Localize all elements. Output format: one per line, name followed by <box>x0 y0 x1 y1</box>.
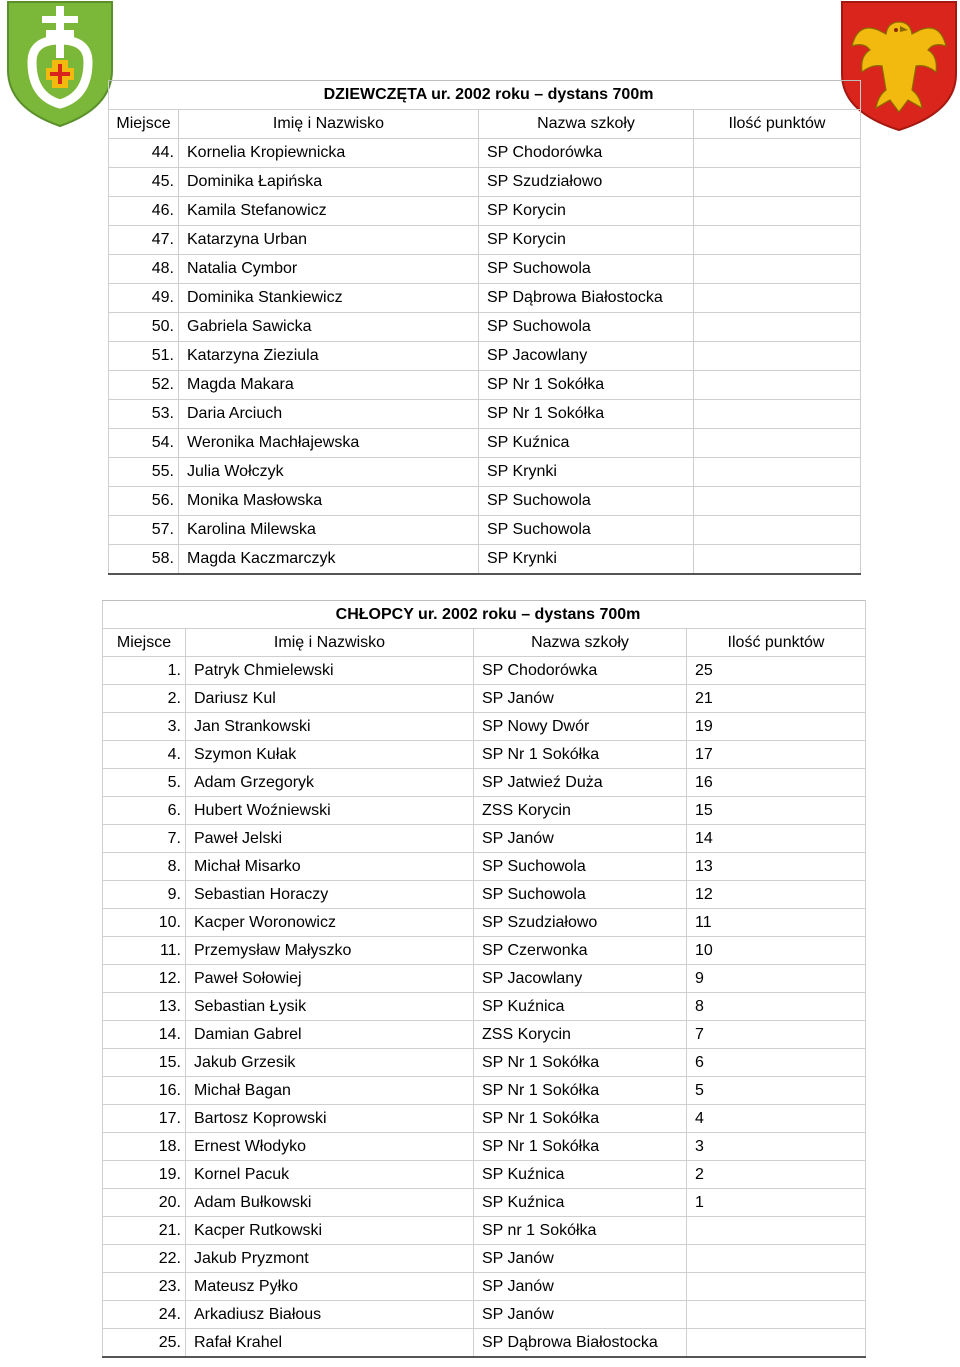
cell-school: SP Nr 1 Sokółka <box>479 371 694 400</box>
cell-points <box>694 226 861 255</box>
cell-points: 3 <box>687 1133 866 1161</box>
cell-points <box>687 1245 866 1273</box>
table-row <box>103 993 866 1021</box>
table-row <box>109 139 861 168</box>
cell-name: Dominika Łapińska <box>179 168 479 197</box>
table-row <box>109 371 861 400</box>
cell-name: Daria Arciuch <box>179 400 479 429</box>
cell-school: SP Suchowola <box>479 516 694 545</box>
column-header-school: Nazwa szkoły <box>479 110 694 139</box>
cell-school: SP Janów <box>474 1245 687 1273</box>
cell-points <box>694 197 861 226</box>
cell-name: Kornelia Kropiewnicka <box>179 139 479 168</box>
cell-name: Michał Bagan <box>186 1077 474 1105</box>
cell-place: 10. <box>103 909 186 937</box>
cell-name: Kamila Stefanowicz <box>179 197 479 226</box>
cell-points <box>694 313 861 342</box>
girls-results-table <box>108 80 861 575</box>
cell-school: SP Dąbrowa Białostocka <box>474 1329 687 1358</box>
table-row <box>103 1049 866 1077</box>
cell-place: 48. <box>109 255 179 284</box>
cell-points: 13 <box>687 853 866 881</box>
column-header-name: Imię i Nazwisko <box>186 629 474 657</box>
cell-name: Kacper Rutkowski <box>186 1217 474 1245</box>
cell-school: SP Janów <box>474 825 687 853</box>
cell-name: Jakub Pryzmont <box>186 1245 474 1273</box>
table-row <box>103 1329 866 1358</box>
cell-points: 21 <box>687 685 866 713</box>
cell-place: 49. <box>109 284 179 313</box>
cell-place: 22. <box>103 1245 186 1273</box>
cell-school: SP Dąbrowa Białostocka <box>479 284 694 313</box>
cell-name: Weronika Machłajewska <box>179 429 479 458</box>
table-row <box>109 400 861 429</box>
column-header-school: Nazwa szkoły <box>474 629 687 657</box>
cell-place: 17. <box>103 1105 186 1133</box>
table-row <box>109 458 861 487</box>
cell-name: Gabriela Sawicka <box>179 313 479 342</box>
cell-points: 7 <box>687 1021 866 1049</box>
cell-points: 10 <box>687 937 866 965</box>
girls-table-title: DZIEWCZĘTA ur. 2002 roku – dystans 700m <box>109 81 861 110</box>
cell-name: Adam Bułkowski <box>186 1189 474 1217</box>
cell-name: Sebastian Łysik <box>186 993 474 1021</box>
table-row <box>103 657 866 685</box>
cell-place: 44. <box>109 139 179 168</box>
cell-school: SP Suchowola <box>474 853 687 881</box>
cell-points <box>694 168 861 197</box>
cell-name: Arkadiusz Białous <box>186 1301 474 1329</box>
cell-name: Magda Makara <box>179 371 479 400</box>
cell-school: SP Jacowlany <box>479 342 694 371</box>
cell-name: Kornel Pacuk <box>186 1161 474 1189</box>
cell-place: 56. <box>109 487 179 516</box>
cell-name: Adam Grzegoryk <box>186 769 474 797</box>
cell-points <box>687 1273 866 1301</box>
cell-place: 52. <box>109 371 179 400</box>
cell-place: 5. <box>103 769 186 797</box>
cell-name: Mateusz Pyłko <box>186 1273 474 1301</box>
cell-school: SP Nr 1 Sokółka <box>479 400 694 429</box>
cell-points <box>687 1329 866 1358</box>
cell-school: ZSS Korycin <box>474 797 687 825</box>
cell-name: Paweł Jelski <box>186 825 474 853</box>
cell-points: 8 <box>687 993 866 1021</box>
boys-results-table <box>102 600 866 1358</box>
cell-school: SP Korycin <box>479 226 694 255</box>
cell-name: Rafał Krahel <box>186 1329 474 1358</box>
table-row <box>103 1217 866 1245</box>
cell-name: Ernest Włodyko <box>186 1133 474 1161</box>
cell-name: Katarzyna Zieziula <box>179 342 479 371</box>
cell-points: 11 <box>687 909 866 937</box>
table-row <box>103 1105 866 1133</box>
cell-place: 11. <box>103 937 186 965</box>
cell-place: 25. <box>103 1329 186 1358</box>
cell-points <box>694 545 861 575</box>
boys-table-title: CHŁOPCY ur. 2002 roku – dystans 700m <box>103 601 866 629</box>
cell-name: Kacper Woronowicz <box>186 909 474 937</box>
table-row <box>109 284 861 313</box>
cell-place: 54. <box>109 429 179 458</box>
cell-school: SP Nr 1 Sokółka <box>474 1133 687 1161</box>
cell-points <box>694 284 861 313</box>
cell-school: SP Suchowola <box>479 255 694 284</box>
cell-school: SP Kuźnica <box>474 1161 687 1189</box>
table-row <box>103 881 866 909</box>
cell-place: 53. <box>109 400 179 429</box>
cell-school: SP Nr 1 Sokółka <box>474 1105 687 1133</box>
cell-school: SP Chodorówka <box>479 139 694 168</box>
cell-school: SP Chodorówka <box>474 657 687 685</box>
cell-points: 6 <box>687 1049 866 1077</box>
cell-points <box>687 1301 866 1329</box>
cell-school: SP Kuźnica <box>474 993 687 1021</box>
cell-name: Magda Kaczmarczyk <box>179 545 479 575</box>
cell-place: 47. <box>109 226 179 255</box>
table-row <box>103 937 866 965</box>
cell-points: 12 <box>687 881 866 909</box>
cell-place: 2. <box>103 685 186 713</box>
cell-place: 4. <box>103 741 186 769</box>
table-row <box>103 713 866 741</box>
cell-school: SP Suchowola <box>479 487 694 516</box>
cell-school: SP nr 1 Sokółka <box>474 1217 687 1245</box>
cell-points: 25 <box>687 657 866 685</box>
cell-points <box>694 139 861 168</box>
cell-points <box>694 487 861 516</box>
cell-place: 15. <box>103 1049 186 1077</box>
cell-points: 19 <box>687 713 866 741</box>
table-row <box>103 1273 866 1301</box>
table-row <box>103 1301 866 1329</box>
cell-place: 21. <box>103 1217 186 1245</box>
table-row <box>109 226 861 255</box>
cell-school: SP Kuźnica <box>474 1189 687 1217</box>
table-row <box>103 1189 866 1217</box>
table-row <box>103 909 866 937</box>
cell-place: 51. <box>109 342 179 371</box>
cell-name: Bartosz Koprowski <box>186 1105 474 1133</box>
cell-school: SP Jacowlany <box>474 965 687 993</box>
cell-school: SP Nr 1 Sokółka <box>474 741 687 769</box>
cell-school: SP Szudziałowo <box>474 909 687 937</box>
column-header-place: Miejsce <box>103 629 186 657</box>
table-row <box>103 965 866 993</box>
column-header-place: Miejsce <box>109 110 179 139</box>
cell-place: 1. <box>103 657 186 685</box>
table-row <box>109 516 861 545</box>
cell-points: 15 <box>687 797 866 825</box>
cell-school: SP Czerwonka <box>474 937 687 965</box>
table-row <box>103 1161 866 1189</box>
cell-place: 45. <box>109 168 179 197</box>
cell-name: Hubert Woźniewski <box>186 797 474 825</box>
cell-name: Monika Masłowska <box>179 487 479 516</box>
cell-school: SP Krynki <box>479 545 694 575</box>
cell-school: SP Nr 1 Sokółka <box>474 1077 687 1105</box>
table-row <box>103 741 866 769</box>
cell-school: ZSS Korycin <box>474 1021 687 1049</box>
cell-school: SP Janów <box>474 1301 687 1329</box>
column-header-name: Imię i Nazwisko <box>179 110 479 139</box>
cell-points <box>694 255 861 284</box>
cell-name: Patryk Chmielewski <box>186 657 474 685</box>
table-row <box>103 769 866 797</box>
cell-name: Karolina Milewska <box>179 516 479 545</box>
cell-points: 1 <box>687 1189 866 1217</box>
table-row <box>103 1021 866 1049</box>
cell-place: 12. <box>103 965 186 993</box>
table-row <box>109 545 861 575</box>
cell-points: 9 <box>687 965 866 993</box>
cell-place: 8. <box>103 853 186 881</box>
table-row <box>103 853 866 881</box>
cell-school: SP Szudziałowo <box>479 168 694 197</box>
cell-points <box>687 1217 866 1245</box>
cell-name: Sebastian Horaczy <box>186 881 474 909</box>
table-row <box>103 797 866 825</box>
cell-name: Julia Wołczyk <box>179 458 479 487</box>
cell-points: 5 <box>687 1077 866 1105</box>
cell-points: 16 <box>687 769 866 797</box>
cell-points <box>694 458 861 487</box>
cell-school: SP Janów <box>474 685 687 713</box>
cell-points <box>694 516 861 545</box>
cell-place: 55. <box>109 458 179 487</box>
cell-points <box>694 400 861 429</box>
cell-school: SP Kuźnica <box>479 429 694 458</box>
cell-points <box>694 371 861 400</box>
cell-place: 50. <box>109 313 179 342</box>
table-row <box>109 429 861 458</box>
cell-name: Dariusz Kul <box>186 685 474 713</box>
cell-place: 58. <box>109 545 179 575</box>
cell-school: SP Nr 1 Sokółka <box>474 1049 687 1077</box>
cell-place: 24. <box>103 1301 186 1329</box>
table-row <box>109 197 861 226</box>
cell-place: 57. <box>109 516 179 545</box>
table-row <box>109 487 861 516</box>
table-row <box>109 342 861 371</box>
cell-school: SP Jatwieź Duża <box>474 769 687 797</box>
cell-place: 9. <box>103 881 186 909</box>
table-row <box>103 825 866 853</box>
cell-points: 17 <box>687 741 866 769</box>
cell-points <box>694 429 861 458</box>
cell-school: SP Suchowola <box>479 313 694 342</box>
cell-place: 18. <box>103 1133 186 1161</box>
table-row <box>109 168 861 197</box>
cell-school: SP Suchowola <box>474 881 687 909</box>
table-row <box>109 313 861 342</box>
cell-school: SP Korycin <box>479 197 694 226</box>
table-row <box>103 1077 866 1105</box>
cell-name: Dominika Stankiewicz <box>179 284 479 313</box>
table-row <box>103 685 866 713</box>
cell-place: 23. <box>103 1273 186 1301</box>
cell-name: Natalia Cymbor <box>179 255 479 284</box>
cell-name: Damian Gabrel <box>186 1021 474 1049</box>
cell-points: 4 <box>687 1105 866 1133</box>
table-row <box>103 1245 866 1273</box>
cell-place: 14. <box>103 1021 186 1049</box>
cell-place: 7. <box>103 825 186 853</box>
cell-name: Michał Misarko <box>186 853 474 881</box>
cell-place: 6. <box>103 797 186 825</box>
cell-name: Katarzyna Urban <box>179 226 479 255</box>
cell-name: Przemysław Małyszko <box>186 937 474 965</box>
cell-place: 20. <box>103 1189 186 1217</box>
cell-place: 3. <box>103 713 186 741</box>
column-header-points: Ilość punktów <box>694 110 861 139</box>
cell-place: 19. <box>103 1161 186 1189</box>
column-header-points: Ilość punktów <box>687 629 866 657</box>
cell-school: SP Krynki <box>479 458 694 487</box>
cell-name: Jan Strankowski <box>186 713 474 741</box>
cell-place: 46. <box>109 197 179 226</box>
coat-of-arms-left-icon <box>4 0 114 128</box>
cell-school: SP Nowy Dwór <box>474 713 687 741</box>
cell-name: Szymon Kułak <box>186 741 474 769</box>
table-row <box>103 1133 866 1161</box>
cell-school: SP Janów <box>474 1273 687 1301</box>
cell-points <box>694 342 861 371</box>
cell-points: 2 <box>687 1161 866 1189</box>
cell-name: Jakub Grzesik <box>186 1049 474 1077</box>
cell-place: 13. <box>103 993 186 1021</box>
table-row <box>109 255 861 284</box>
cell-points: 14 <box>687 825 866 853</box>
cell-name: Paweł Sołowiej <box>186 965 474 993</box>
cell-place: 16. <box>103 1077 186 1105</box>
